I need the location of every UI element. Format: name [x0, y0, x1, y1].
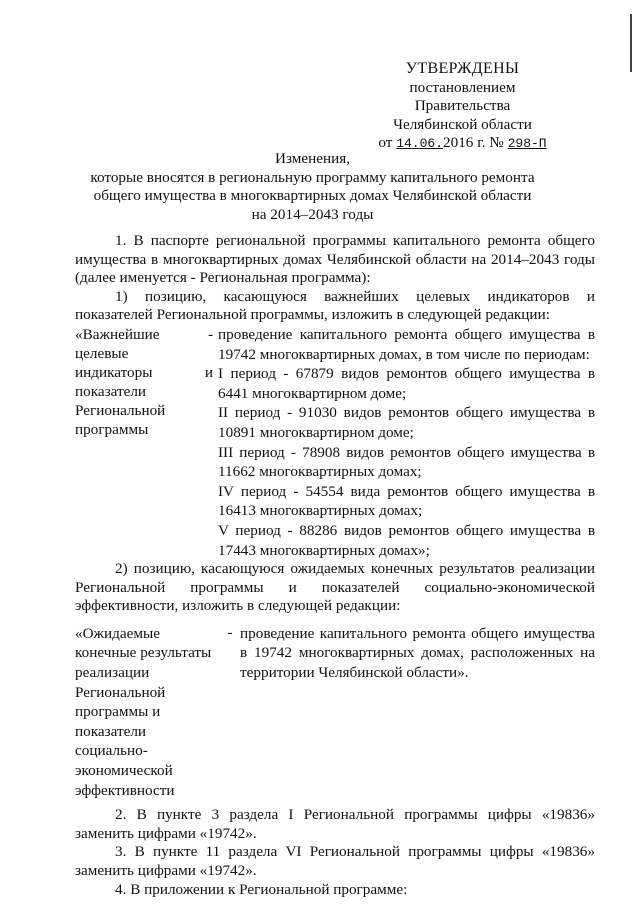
results-label-line-6: показатели: [75, 722, 147, 740]
approval-line-1: постановлением Правительства: [409, 78, 516, 115]
indicators-label-dash: -: [207, 325, 213, 343]
results-label-line-8: экономической: [75, 762, 173, 780]
scan-edge-line: [630, 14, 632, 72]
results-label: [75, 624, 225, 800]
indicators-period-3: III период - 78908 видов ремонтов общего имущества в 11662 многоквартирных домах;: [218, 443, 595, 481]
paragraph-1-2: 2) позицию, касающуюся ожидаемых конечных результатов реализации Региональной программы и показателей социально-экономической эффективности, изложить в следующей редакции:: [75, 560, 595, 615]
results-label-line-1: «Ожидаемые: [75, 624, 160, 642]
results-value: [235, 624, 595, 800]
indicators-value: [213, 325, 595, 560]
results-label-line-3: реализации: [75, 664, 150, 682]
indicators-period-4: IV период - 54554 вида ремонтов общего имущества в 16413 многоквартирных домах;: [218, 482, 595, 520]
approval-number-fill: 298-П: [507, 136, 547, 152]
results-label-line-9: эффективности: [75, 781, 175, 799]
indicators-label-line-2: целевые: [75, 344, 129, 362]
approval-date-fill: 14.06.: [396, 136, 444, 152]
approval-date-prefix: от: [378, 134, 393, 152]
approval-line-2: Челябинской области: [393, 115, 532, 133]
paragraph-1: 1. В паспорте региональной программы капитального ремонта общего имущества в многоквартирных домах Челябинской области на 2014–2043 годы (далее именуется - Региональная программа):: [75, 232, 595, 287]
approval-heading: УТВЕРЖДЕНЫ: [405, 60, 520, 77]
indicators-label-line-5: Региональной: [75, 401, 166, 419]
paragraph-1-1: 1) позицию, касающуюся важнейших целевых индикаторов и показателей Региональной программы, изложить в следующей редакции:: [75, 287, 595, 324]
indicators-label-line-1: «Важнейшие: [75, 325, 160, 343]
paragraph-3: 3. В пункте 11 раздела VI Региональной программы цифры «19836» заменить цифрами «19742».: [75, 843, 595, 879]
indicators-label-line-4: показатели: [75, 382, 147, 400]
results-label-line-4: Региональной: [75, 683, 166, 701]
title-line-1: Изменения,: [274, 150, 350, 167]
document-title: [60, 150, 565, 224]
indicators-period-5: V период - 88286 видов ремонтов общего имущества в 17443 многоквартирных домах»;: [218, 521, 595, 559]
indicators-label: [75, 325, 213, 560]
indicators-period-2: II период - 91030 видов ремонтов общего имущества в 10891 многоквартирном доме;: [218, 404, 595, 441]
indicators-label-line-6: программы: [75, 420, 149, 438]
indicators-label-line-3: индикаторы: [75, 363, 153, 381]
paragraph-4: 4. В приложении к Региональной программе:: [115, 880, 408, 898]
indicators-position: [75, 325, 595, 560]
results-dash: -: [227, 623, 233, 641]
results-position: [75, 624, 595, 800]
results-label-line-7: социально-: [75, 742, 148, 760]
title-line-2: которые вносятся в региональную программу капитального ремонта: [90, 168, 535, 186]
paragraph-2: 2. В пункте 3 раздела I Региональной программы цифры «19836» заменить цифрами «19742».: [75, 806, 595, 842]
indicators-intro: проведение капитального ремонта общего имущества в 19742 многоквартирных домах, в том числе по периодам:: [218, 325, 595, 363]
indicators-period-1: I период - 67879 видов ремонтов общего имущества в 6441 многоквартирном доме;: [218, 365, 595, 402]
approval-year-text: 2016 г. №: [443, 134, 504, 152]
indicators-label-line-3b: и: [204, 363, 213, 381]
title-line-3: общего имущества в многоквартирных домах Челябинской области: [93, 187, 532, 205]
title-line-4: на 2014–2043 годы: [251, 205, 374, 223]
document-body: [75, 232, 595, 899]
results-label-line-5: программы и: [75, 703, 161, 721]
results-label-line-2: конечные результаты: [75, 644, 212, 662]
results-value-text: проведение капитального ремонта общего имущества в 19742 многоквартирных домах, расположенных на территории Челябинской области».: [240, 624, 595, 682]
approval-stamp: [360, 60, 565, 154]
